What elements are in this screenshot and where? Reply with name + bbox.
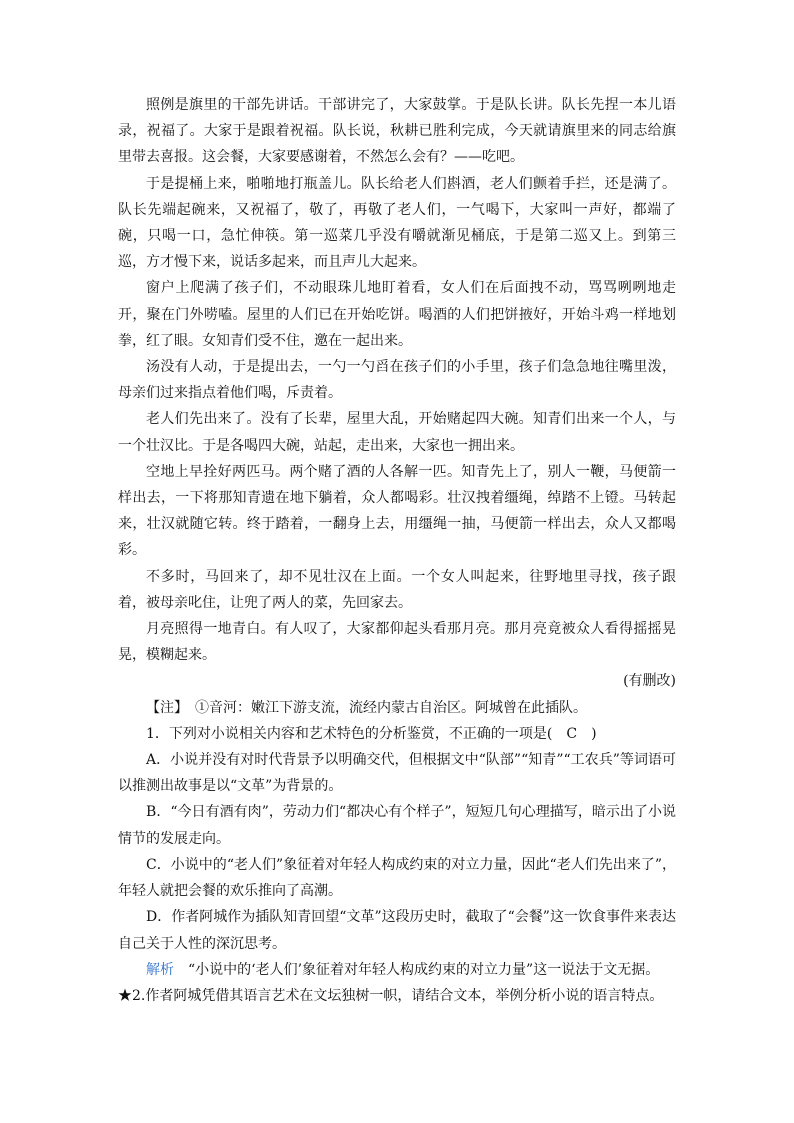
story-paragraph: 空地上早拴好两匹马。两个赌了酒的人各解一匹。知青先上了，别人一鞭，马便箭一样出去，一下将那知青遗在地下躺着，众人都喝彩。壮汉拽着缰绳，绰踏不上镫。马转起来，壮汉就随它转。终于踏着，一翻身上去，用缰绳一抽，马便箭一样出去，众人又都喝彩。 [118,463,676,559]
analysis-label: 解析 [146,961,174,978]
analysis [118,957,676,983]
question-1-stem-before: 1．下列对小说相关内容和艺术特色的分析鉴赏，不正确的一项是( [146,725,567,742]
story-paragraph: 老人们先出来了。没有了长辈，屋里大乱，开始赌起四大碗。知青们出来一个人，与一个壮汉比。于是各喝四大碗，站起，走出来，大家也一拥出来。 [118,411,676,454]
document-page [118,92,676,1009]
question-2: ★2.作者阿城凭借其语言艺术在文坛独树一帜，请结合文本，举例分析小说的语言特点。 [118,987,664,1004]
option-b: B．“今日有酒有肉”，劳动力们“都决心有个样子”，短短几句心理描写，暗示出了小说情节的发展走向。 [118,804,676,847]
question-1-stem [118,721,676,747]
story-paragraph: 不多时，马回来了，却不见壮汉在上面。一个女人叫起来，往野地里寻找，孩子跟着，被母亲叱住，让兜了两人的菜，先回家去。 [118,568,676,611]
option-d: D．作者阿城作为插队知青回望“文革”这段历史时，截取了“会餐”这一饮食事件来表达自己关于人性的深沉思考。 [118,909,676,952]
story-paragraph: 于是提桶上来，啪啪地打瓶盖儿。队长给老人们斟酒，老人们颤着手拦，还是满了。队长先端起碗来，又祝福了，敬了，再敬了老人们，一气喝下，大家叫一声好，都端了碗，只喝一口，急忙伸筷。第一巡菜几乎没有嚼就渐见桶底，于是第二巡又上。到第三巡，方才慢下来，说话多起来，而且声儿大起来。 [118,175,676,271]
question-1-stem-after: ) [577,725,597,742]
story-paragraph: 汤没有人动，于是提出去，一勺一勺舀在孩子们的小手里，孩子们急急地往嘴里泼，母亲们过来指点着他们喝，斥责着。 [118,359,676,402]
analysis-text: “小说中的‘老人们’象征着对年轻人构成约束的对立力量”这一说法于文无据。 [174,961,660,978]
story-paragraph: 窗户上爬满了孩子们，不动眼珠儿地盯着看，女人们在后面拽不动，骂骂咧咧地走开，聚在门外唠嗑。屋里的人们已在开始吃饼。喝酒的人们把饼掖好，开始斗鸡一样地划拳，红了眼。女知青们受不住，邀在一起出来。 [118,280,676,349]
source-note: (有删改) [623,673,676,690]
option-a: A．小说并没有对时代背景予以明确交代，但根据文中“队部”“知青”“工农兵”等词语可以推测出故事是以“文革”为背景的。 [118,752,676,795]
story-paragraph: 照例是旗里的干部先讲话。干部讲完了，大家鼓掌。于是队长讲。队长先捏一本儿语录，祝福了。大家于是跟着祝福。队长说，秋耕已胜利完成，今天就请旗里来的同志给旗里带去喜报。这会餐，大家要感谢着，不然怎么会有？——吃吧。 [118,97,676,166]
story-paragraph: 月亮照得一地青白。有人叹了，大家都仰起头看那月亮。那月亮竟被众人看得摇摇晃晃，模糊起来。 [118,621,676,664]
option-c: C．小说中的“老人们”象征着对年轻人构成约束的对立力量，因此“老人们先出来了”，年轻人就把会餐的欢乐推向了高潮。 [118,856,676,900]
annotation: 【注】 ①音河：嫩江下游支流，流经内蒙古自治区。阿城曾在此插队。 [146,699,587,716]
question-1-answer: C [566,725,578,742]
